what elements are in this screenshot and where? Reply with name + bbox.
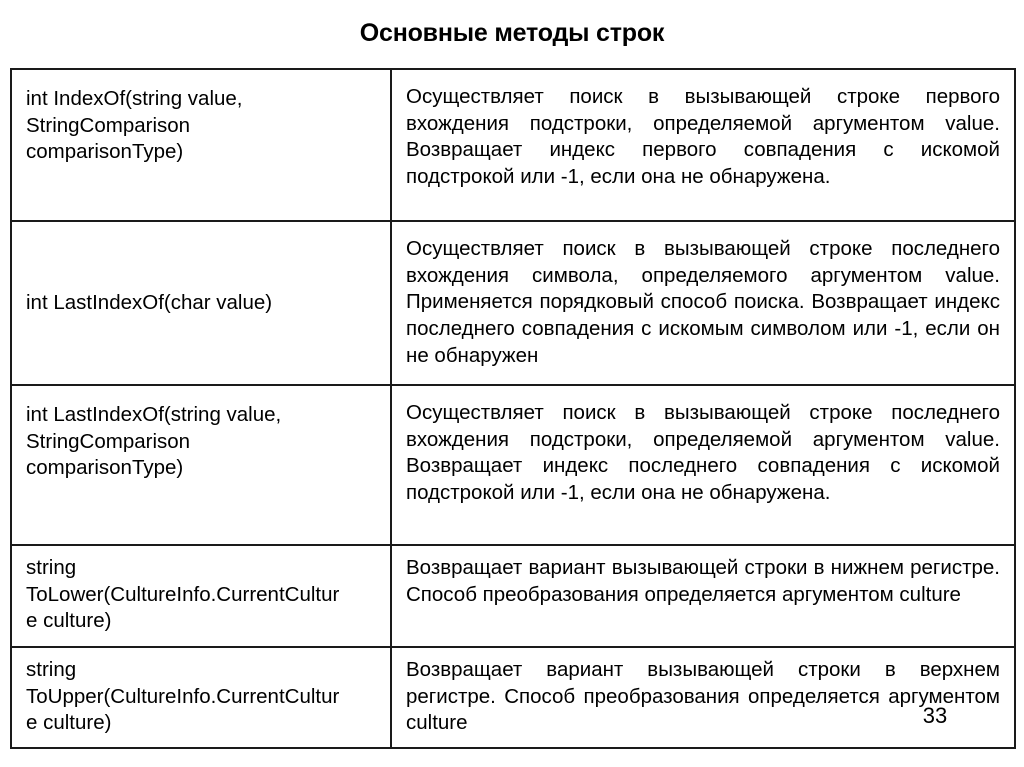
method-description-text: Осуществляет поиск в вызывающей строке первого вхождения подстроки, определяемой аргументом value. Возвращает индекс первого совпадения с искомой подстрокой или -1, если она не обнаружена. [406, 85, 1000, 188]
signature-line-3: e culture) [26, 609, 112, 633]
signature-line-3: e culture) [26, 711, 112, 735]
table-row [11, 221, 1015, 385]
signature-line-3: comparisonType) [26, 140, 184, 164]
signature-line-1: int IndexOf(string value, [26, 87, 243, 110]
string-methods-table [10, 68, 1016, 749]
signature-line-3: comparisonType) [26, 456, 184, 480]
signature-line-1: int LastIndexOf(string value, [26, 403, 282, 426]
signature-line-1: int LastIndexOf(char value) [26, 290, 273, 314]
signature-line-2: StringComparison [26, 113, 191, 137]
method-signature-text [12, 386, 390, 492]
method-description-cell [391, 385, 1015, 545]
method-description-cell [391, 221, 1015, 385]
method-signature-cell [11, 647, 391, 748]
method-description-cell [391, 647, 1015, 748]
table-row [11, 69, 1015, 221]
method-signature-cell [11, 221, 391, 385]
method-description-cell [391, 69, 1015, 221]
method-signature-cell [11, 545, 391, 647]
signature-line-2: StringComparison [26, 429, 191, 453]
table-row [11, 647, 1015, 748]
table-row [11, 545, 1015, 647]
method-description-text: Осуществляет поиск в вызывающей строке последнего вхождения символа, определяемого аргументом value. Применяется порядковый способ поиска. Возвращает индекс последнего совпадения с искомым символом или -1, если он не обнаружен [406, 237, 1000, 367]
signature-line-2: ToUpper(CultureInfo.CurrentCultur [26, 684, 340, 708]
page-title: Основные методы строк [359, 19, 665, 47]
method-description-text: Возвращает вариант вызывающей строки в нижнем регистре. Способ преобразования определяется аргументом culture [406, 556, 1000, 606]
method-signature-cell [11, 385, 391, 545]
signature-line-1: string [26, 556, 77, 579]
method-signature-cell [11, 69, 391, 221]
method-description-text: Осуществляет поиск в вызывающей строке последнего вхождения подстроки, определяемой аргументом value. Возвращает индекс последнего совпадения с искомой подстрокой или -1, если она не обнаружена. [406, 401, 1000, 504]
method-signature-text [12, 648, 390, 747]
signature-line-1: string [26, 658, 77, 681]
method-signature-text [12, 290, 390, 317]
table-row [11, 385, 1015, 545]
method-description-text: Возвращает вариант вызывающей строки в верхнем регистре. Способ преобразования определяется аргументом culture [406, 658, 1000, 735]
signature-line-2: ToLower(CultureInfo.CurrentCultur [26, 582, 340, 606]
method-signature-text [12, 546, 390, 645]
method-description-cell [391, 545, 1015, 647]
table-body [11, 69, 1015, 748]
method-signature-text [12, 70, 390, 176]
page-number: 33 [922, 703, 948, 728]
